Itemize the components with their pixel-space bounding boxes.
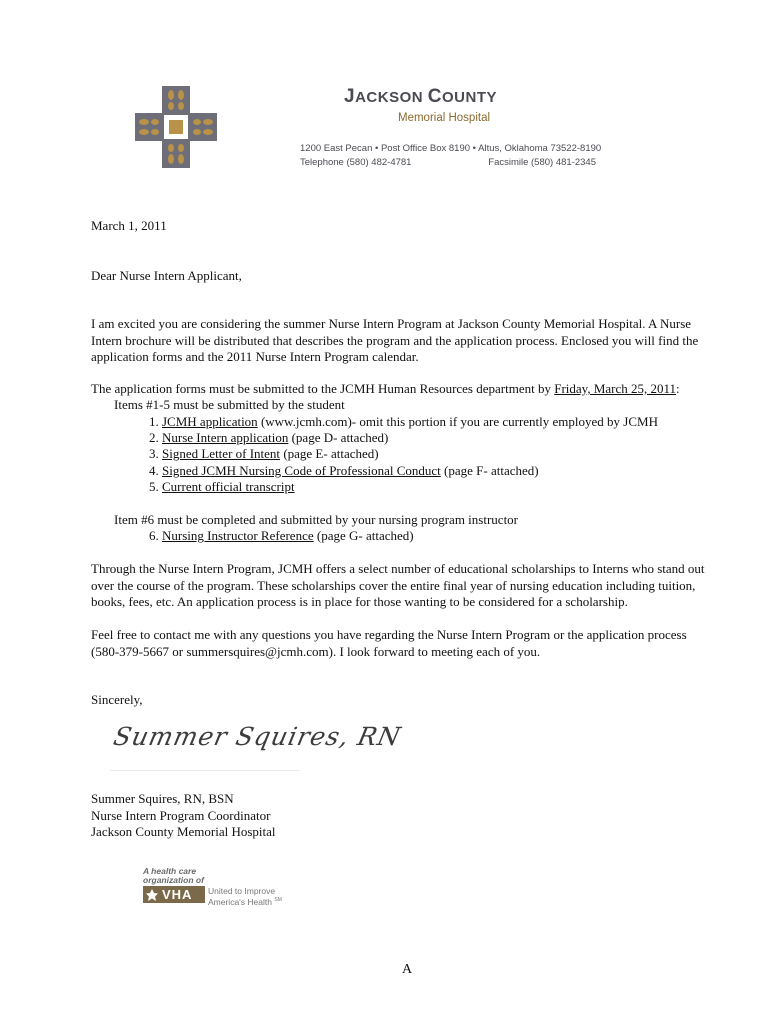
student-items-heading: Items #1-5 must be submitted by the student bbox=[114, 397, 345, 412]
list-item: 6. Nursing Instructor Reference (page G- attached) bbox=[149, 528, 414, 543]
organization-name: JACKSON COUNTY bbox=[344, 86, 497, 107]
list-item: 2. Nurse Intern application (page D- attached) bbox=[149, 430, 389, 445]
hospital-logo-icon bbox=[135, 86, 217, 168]
list-item: 5. Current official transcript bbox=[149, 479, 295, 494]
street-address: 1200 East Pecan • Post Office Box 8190 • Altus, Oklahoma 73522-8190 bbox=[300, 143, 602, 154]
letterhead-address bbox=[300, 142, 602, 170]
jcmh-application-link: JCMH application bbox=[162, 414, 258, 429]
vha-logo bbox=[143, 886, 205, 903]
vha-tagline: A health care organization of bbox=[143, 866, 204, 885]
salutation: Dear Nurse Intern Applicant, bbox=[91, 268, 242, 283]
signature-smudge bbox=[110, 770, 300, 771]
scholarship-paragraph: Through the Nurse Intern Program, JCMH offers a select number of educational scholarships to Interns who stand out over the course of the program. These scholarships cover the entire final year of nursing education including tuition, books, fees, etc. An application process is in place for those wanting to be considered for a scholarship. bbox=[91, 561, 705, 609]
page-identifier: A bbox=[402, 962, 413, 977]
signer-name: Summer Squires, RN, BSN bbox=[91, 791, 234, 806]
instructor-item-heading: Item #6 must be completed and submitted by your nursing program instructor bbox=[114, 512, 519, 527]
vha-slogan: United to Improve America's Health ℠ bbox=[208, 886, 282, 907]
contact-paragraph: Feel free to contact me with any questions you have regarding the Nurse Intern Program or the application process (580-379-5667 or summersquires@jcmh.com). I look forward to meeting each of you. bbox=[91, 627, 687, 659]
list-item: 3. Signed Letter of Intent (page E- attached) bbox=[149, 446, 379, 461]
organization-subtitle: Memorial Hospital bbox=[398, 112, 491, 124]
signer-title: Nurse Intern Program Coordinator bbox=[91, 808, 271, 823]
letter-date: March 1, 2011 bbox=[91, 218, 167, 233]
closing: Sincerely, bbox=[91, 692, 143, 707]
deadline-date: Friday, March 25, 2011 bbox=[554, 381, 677, 396]
vha-star-icon bbox=[145, 888, 159, 902]
handwritten-signature: Summer Squires, RN bbox=[110, 722, 404, 751]
telephone: Telephone (580) 482-4781 bbox=[300, 157, 412, 168]
list-item: 4. Signed JCMH Nursing Code of Professional Conduct (page F- attached) bbox=[149, 463, 539, 478]
list-item: 1. JCMH application (www.jcmh.com)- omit this portion if you are currently employed by JCMH bbox=[149, 414, 658, 429]
forms-deadline-line: The application forms must be submitted to the JCMH Human Resources department by Friday, March 25, 2011: bbox=[91, 381, 680, 396]
signer-organization: Jackson County Memorial Hospital bbox=[91, 824, 276, 839]
vha-name: VHA bbox=[162, 887, 193, 902]
facsimile: Facsimile (580) 481-2345 bbox=[488, 157, 596, 168]
intro-paragraph: I am excited you are considering the summer Nurse Intern Program at Jackson County Memorial Hospital. A Nurse Intern brochure will be distributed that describes the program and the application process. Enclosed you will find the application forms and the 2011 Nurse Intern Program calendar. bbox=[91, 316, 699, 364]
